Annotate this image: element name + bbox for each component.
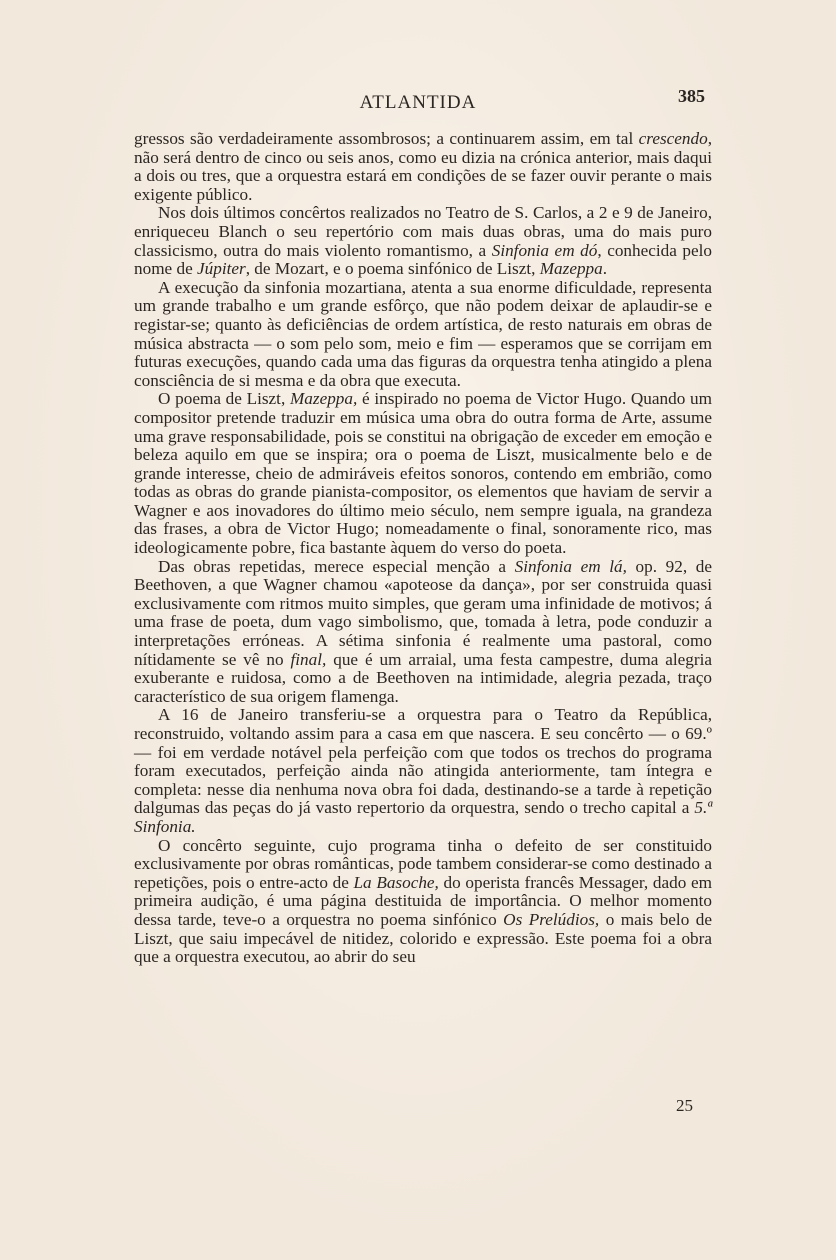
paragraph-2-text-e: , de Mozart, e o poema sinfónico de Liszt,: [245, 259, 540, 279]
paragraph-7-text-e: o mais belo de Liszt, que saiu impecável de nitidez, colorido e expressão. Este poema foi a obra que a orquestra executou, ao abrir do seu: [134, 909, 712, 967]
running-title: ATLANTIDA: [359, 92, 477, 113]
paragraph-5-italic-final: final,: [290, 649, 327, 669]
paragraph-5: [134, 558, 712, 707]
paragraph-4-text-a: O poema de Liszt,: [158, 389, 290, 409]
paragraph-3: A execução da sinfonia mozartiana, atenta a sua enorme dificuldade, representa um grande trabalho e um grande esfôrço, que não podem deixar de aplaudir-se e registar-se; quanto às deficiências de ordem artística, de resto naturais em obras de música abstracta — o som pelo som, meio e fim — esperamos que se corrijam em futuras execuções, quando cada uma das figuras da orquestra tenha atingido a plena consciência de si mesma e da obra que executa.: [134, 277, 712, 390]
paragraph-1-text-c: , não será dentro de cinco ou seis anos, como eu dizia na crónica anterior, mais daqui a dois ou tres, que a orquestra estará em condições de se fazer ouvir perante o mais exigente público.: [134, 129, 712, 204]
paragraph-5-italic-sinfonia: Sinfonia em lá,: [514, 556, 627, 576]
paragraph-5-text-e: que é um arraial, uma festa campestre, duma alegria exuberante e ruidosa, como a de Beethoven na intimidade, alegria pezada, traço característico de sua origem flamenga.: [134, 649, 712, 706]
paragraph-7: [134, 837, 712, 967]
page-number: 385: [678, 86, 705, 106]
paragraph-2: [134, 204, 712, 278]
paragraph-4: [134, 390, 712, 557]
paragraph-6-text: A 16 de Janeiro transferiu-se a orquestra para o Teatro da República, reconstruido, voltando assim para a casa em que nascera. E seu concêrto — o 69.º — foi em verdade notável pela perfeição com que todos os trechos do programa foram executados, perfeição ainda não atingida anteriormente, tam íntegra e completa: nesse dia nenhuma nova obra foi dada, destinando-se a tarde à repetição dalgumas das peças do já vasto repertorio da orquestra, sendo o trecho capital a: [134, 705, 712, 818]
paragraph-4-italic: Mazeppa,: [289, 389, 358, 409]
paragraph-2-text-g: .: [602, 259, 608, 279]
paragraph-2-italic-sinfonia: Sinfonia em dó: [491, 240, 598, 260]
paragraph-2-italic-jupiter: Júpiter: [197, 259, 246, 279]
paragraph-2-text-c: , conhecida pelo nome de: [134, 240, 712, 279]
paragraph-5-text-c: op. 92, de Beethoven, a que Wagner chamou «apoteose da dança», por ser construida quasi exclusivamente com ritmos muito simples, que geram uma infinidade de motivos; á uma frase de poeta, dum vago simbolismo, que, tomada à letra, pode conduzir a interpretações erróneas. A sétima sinfonia é realmente uma pastoral, como nítidamente se vê no: [134, 556, 712, 669]
paragraph-6-italic: 5.ª Sinfonia.: [134, 798, 712, 836]
paragraph-7-text-c: do operista francês Messager, dado em primeira audição, é uma página destituida de importância. O melhor momento dessa tarde, teve-o a orquestra no poema sinfónico: [134, 872, 712, 929]
signature-mark: 25: [676, 1096, 693, 1115]
paragraph-2-text-a: Nos dois últimos concêrtos realizados no Teatro de S. Carlos, a 2 e 9 de Janeiro, enriqueceu Blanch o seu repertório com mais duas obras, uma do mais puro classicismo, outra do mais violento romantismo, a: [134, 203, 712, 260]
paragraph-5-text-a: Das obras repetidas, merece especial menção a: [158, 556, 515, 576]
paragraph-4-text-c: é inspirado no poema de Victor Hugo. Quando um compositor pretende traduzir em música uma obra do outra forma de Arte, assume uma grave responsabilidade, pois se constitui na obrigação de exceder em emoção e beleza aquilo em que se inspira; ora o poema de Liszt, musicalmente belo e de grande interesse, cheio de admiráveis efeitos sonoros, contendo em embrião, como todas as obras do grande pianista-compositor, os elementos que haviam de servir a Wagner e aos inovadores do último meio século, nem sempre iguala, na grandeza das frases, a obra de Victor Hugo; nomeadamente o final, sonoramente rico, mas ideologicamente pobre, fica bastante àquem do verso do poeta.: [134, 389, 712, 558]
paragraph-7-italic-preludios: Os Prelúdios,: [503, 909, 600, 929]
paragraph-1-text-a: gressos são verdadeiramente assombrosos; a continuarem assim, em tal: [134, 129, 639, 148]
paragraph-6: [134, 706, 712, 836]
article-body: [134, 130, 712, 967]
paragraph-7-italic-basoche: La Basoche,: [353, 872, 439, 892]
paragraph-1: [134, 130, 712, 204]
paragraph-7-text-a: O concêrto seguinte, cujo programa tinha o defeito de ser constituido exclusivamente por obras românticas, pode tambem considerar-se como destinado a repetições, pois o entre-acto de: [134, 835, 712, 892]
paragraph-2-italic-mazeppa: Mazeppa: [539, 259, 603, 279]
paragraph-1-italic: crescendo: [638, 129, 708, 148]
